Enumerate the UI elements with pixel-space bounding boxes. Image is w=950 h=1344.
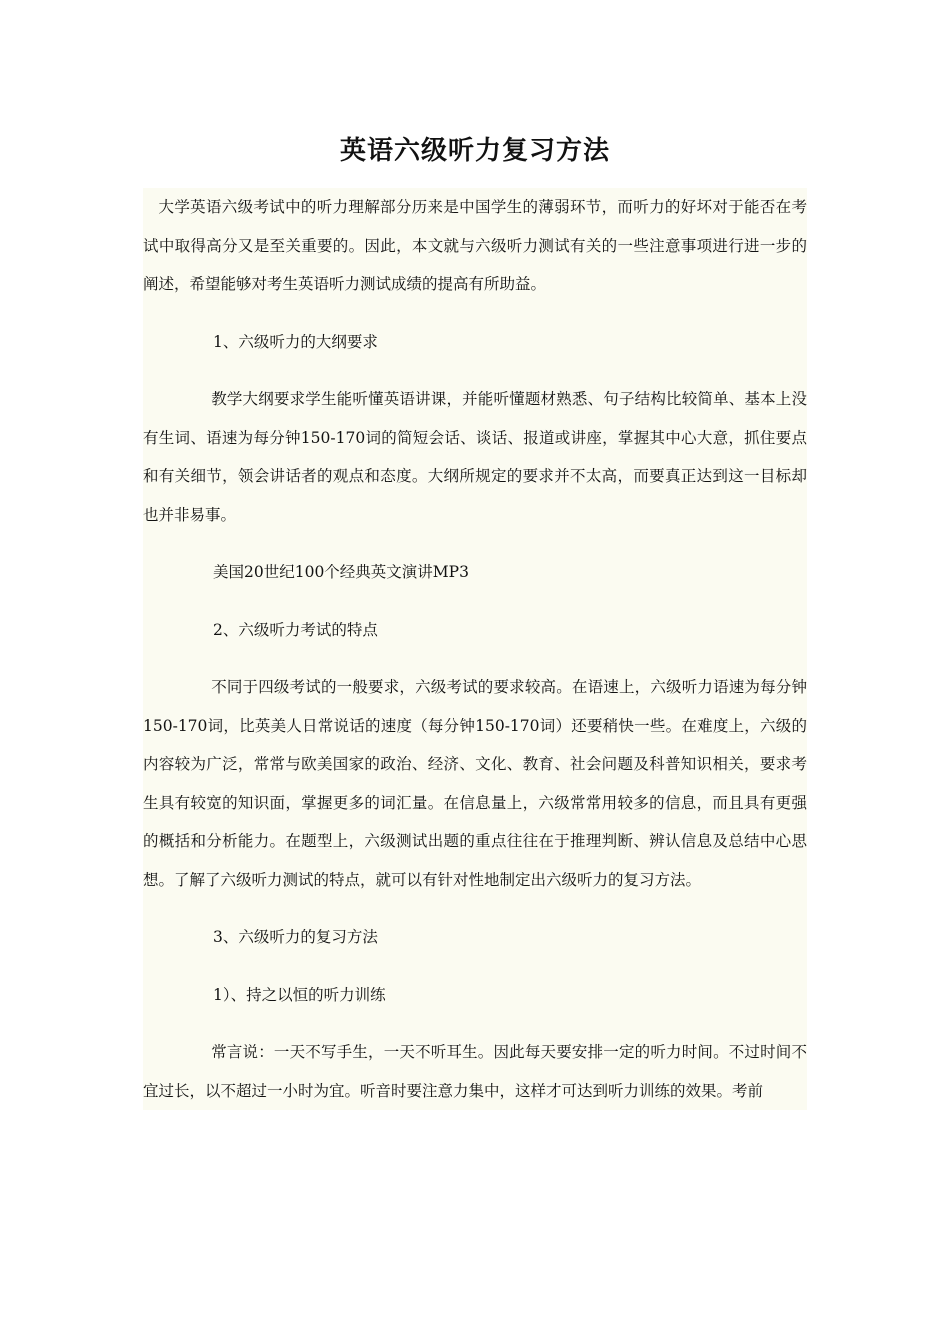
paragraph-gap [143,534,807,553]
section-3-1-paragraph: 常言说：一天不写手生，一天不听耳生。因此每天要安排一定的听力时间。不过时间不宜过长，以不超过一小时为宜。听音时要注意力集中，这样才可达到听力训练的效果。考前 [143,1043,807,1100]
paragraph-gap [143,899,807,918]
section-heading-2: 2、六级听力考试的特点 [213,620,378,639]
paragraph-gap [143,361,807,380]
document-body [143,188,807,1110]
subsection-heading-3-1: 1）、持之以恒的听力训练 [213,985,386,1004]
mp3-link-text[interactable]: 美国20世纪100个经典英文演讲MP3 [213,563,469,581]
section-heading-1: 1、六级听力的大纲要求 [213,332,378,351]
paragraph-gap [143,592,807,611]
section-heading-3: 3、六级听力的复习方法 [213,928,378,946]
section-1-paragraph: 教学大纲要求学生能听懂英语讲课，并能听懂题材熟悉、句子结构比较简单、基本上没有生词、语速为每分钟150-170词的简短会话、谈话、报道或讲座，掌握其中心大意，抓住要点和有关细节，领会讲话者的观点和态度。大纲所规定的要求并不太高，而要真正达到这一目标却也并非易事。 [143,390,807,524]
document-title: 英语六级听力复习方法 [339,136,610,166]
paragraph-gap [143,304,807,323]
paragraph-gap [143,649,807,668]
section-2-paragraph: 不同于四级考试的一般要求，六级考试的要求较高。在语速上，六级听力语速为每分钟150-170词，比英美人日常说话的速度（每分钟150-170词）还要稍快一些。在难度上，六级的内容较为广泛，常常与欧美国家的政治、经济、文化、教育、社会问题及科普知识相关，要求考生具有较宽的知识面，掌握更多的词汇量。在信息量上，六级常常用较多的信息，而且具有更强的概括和分析能力。在题型上，六级测试出题的重点往往在于推理判断、辨认信息及总结中心思想。了解了六级听力测试的特点，就可以有针对性地制定出六级听力的复习方法。 [143,678,807,889]
paragraph-gap [143,957,807,976]
intro-paragraph: 大学英语六级考试中的听力理解部分历来是中国学生的薄弱环节，而听力的好坏对于能否在考试中取得高分又是至关重要的。因此，本文就与六级听力测试有关的一些注意事项进行进一步的阐述，希望能够对考生英语听力测试成绩的提高有所助益。 [143,198,807,293]
paragraph-gap [143,1014,807,1033]
